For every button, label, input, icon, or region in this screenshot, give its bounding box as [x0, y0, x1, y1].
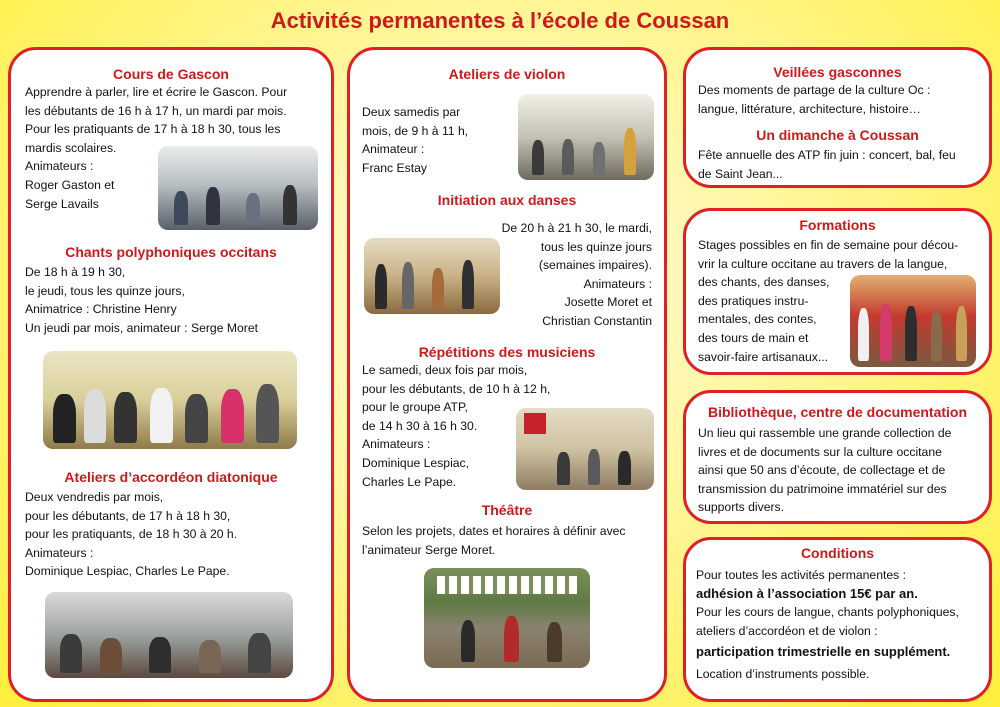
- repetitions-heading: Répétitions des musiciens: [418, 344, 596, 360]
- gascon-text: Apprendre à parler, lire et écrire le Gascon. Pour les débutants de 16 h à 17 h, un mardi par mois. Pour les pratiquants de 17 h à 18 h 30, tous les mardis scolaires. Animateurs : Roger Gaston et Serge Lavails: [25, 85, 288, 211]
- bibliotheque-panel: [683, 390, 992, 524]
- left-panel: [8, 47, 334, 702]
- formations-heading: Formations: [799, 217, 876, 233]
- gascon-heading: Cours de Gascon: [113, 66, 229, 82]
- danses-heading: Initiation aux danses: [437, 192, 577, 208]
- conditions-line-4: Location d’instruments possible.: [696, 666, 870, 681]
- formations-panel: [683, 208, 992, 375]
- conditions-heading: Conditions: [800, 545, 875, 561]
- conditions-adhesion: adhésion à l’association 15€ par an.: [696, 585, 918, 601]
- repetitions-text: Le samedi, deux fois par mois, pour les débutants, de 10 h à 12 h, pour le groupe ATP, de 14 h 30 à 16 h 30. Animateurs : Dominique Lespiac, Charles Le Pape.: [362, 363, 551, 489]
- bibliotheque-text: Un lieu qui rassemble une grande collection de livres et de documents sur la culture occitane ainsi que 50 ans d’écoute, de collectage et de transmission du patrimoine immatériel sur des supports divers.: [698, 426, 952, 515]
- theatre-text: Selon les projets, dates et horaires à définir avec l’animateur Serge Moret.: [362, 524, 626, 557]
- choir-photo: [43, 351, 297, 449]
- accordeon-heading: Ateliers d’accordéon diatonique: [64, 469, 278, 485]
- formations-photo: [850, 275, 976, 367]
- accordion-photo: [45, 592, 293, 678]
- violin-photo: [518, 94, 654, 180]
- formations-text: Stages possibles en fin de semaine pour décou- vrir la culture occitane au travers de la langue, des chants, des danses, des pratiques instru- mentales, des contes, des tours de main et savoir-faire artisanaux...: [698, 238, 959, 364]
- conditions-line-2: Pour les cours de langue, chants polyphoniques,: [696, 605, 959, 620]
- bibliotheque-heading: Bibliothèque, centre de documentation: [707, 404, 968, 420]
- musicians-photo: [516, 408, 654, 490]
- veillees-heading: Veillées gasconnes: [773, 64, 902, 80]
- chants-text: De 18 h à 19 h 30, le jeudi, tous les quinze jours, Animatrice : Christine Henry Un jeudi par mois, animateur : Serge Moret: [25, 265, 259, 335]
- conditions-line-1: Pour toutes les activités permanentes :: [696, 568, 907, 582]
- conditions-line-3: ateliers d’accordéon et de violon :: [696, 623, 878, 638]
- chants-heading: Chants polyphoniques occitans: [65, 244, 277, 260]
- veillees-text: Des moments de partage de la culture Oc : langue, littérature, architecture, histoire…: [698, 83, 931, 116]
- theatre-photo: [424, 568, 590, 668]
- middle-panel: [347, 47, 667, 702]
- conditions-panel: [683, 537, 992, 702]
- accordeon-text: Deux vendredis par mois, pour les débutants, de 17 h à 18 h 30, pour les pratiquants, de 18 h 30 à 20 h. Animateurs : Dominique Lespiac, Charles Le Pape.: [25, 490, 238, 579]
- conditions-text: [696, 566, 988, 684]
- dimanche-text: Fête annuelle des ATP fin juin : concert, bal, feu de Saint Jean...: [698, 148, 956, 181]
- danses-text: De 20 h à 21 h 30, le mardi, tous les quinze jours (semaines impaires). Animateurs : Josette Moret et Christian Constantin: [501, 221, 652, 328]
- violon-text: Deux samedis par mois, de 9 h à 11 h, Animateur : Franc Estay: [362, 105, 469, 175]
- theatre-heading: Théâtre: [481, 502, 533, 518]
- conditions-participation: participation trimestrielle en supplément.: [696, 644, 951, 660]
- page-title: Activités permanentes à l’école de Coussan: [270, 8, 730, 33]
- dance-photo: [364, 238, 500, 314]
- violon-heading: Ateliers de violon: [448, 66, 566, 82]
- veillees-panel: [683, 47, 992, 188]
- gascon-class-photo: [158, 146, 318, 230]
- dimanche-heading: Un dimanche à Coussan: [756, 127, 919, 143]
